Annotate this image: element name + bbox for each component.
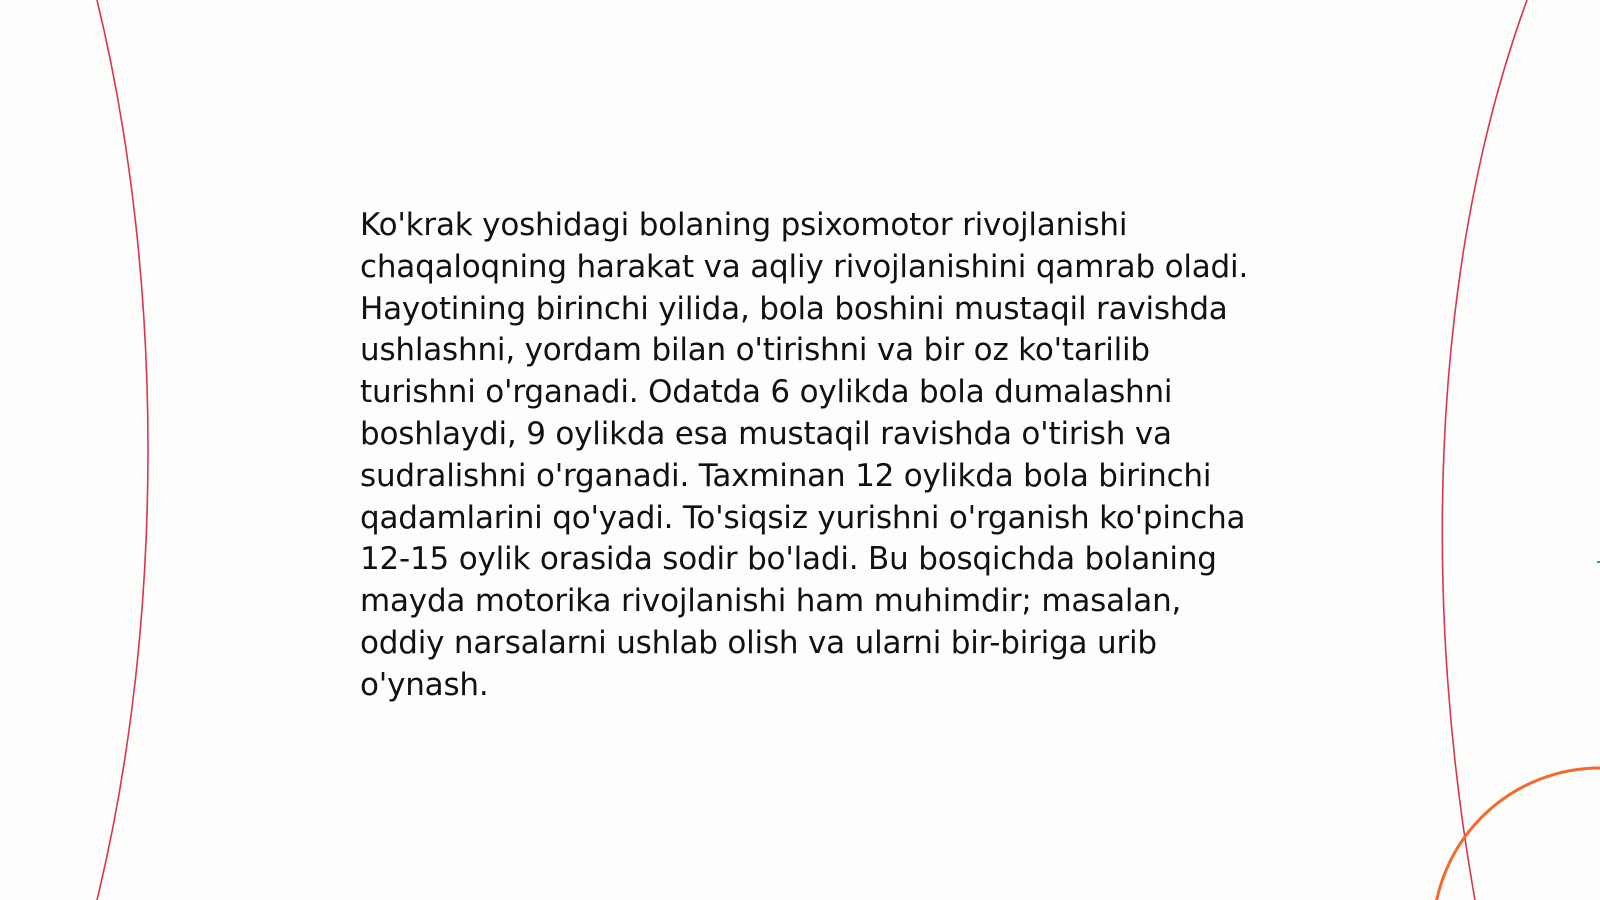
slide-body-text: Ko'krak yoshidagi bolaning psixomotor rivojlanishi chaqaloqning harakat va aqliy rivojlanishini qamrab oladi. Hayotining birinchi yilida, bola boshini mustaqil ravishda ushlashni, yordam bilan o'tirishni va bir oz ko'tarilib turishni o'rganadi. Odatda 6 oylikda bola dumalashni boshlaydi, 9 oylikda esa mustaqil ravishda o'tirish va sudralishni o'rganadi. Taxminan 12 oylikda bola birinchi qadamlarini qo'yadi. To'siqsiz yurishni o'rganish ko'pincha 12-15 oylik orasida sodir bo'ladi. Bu bosqichda bolaning mayda motorika rivojlanishi ham muhimdir; masalan, oddiy narsalarni ushlab olish va ularni bir-biriga urib o'ynash. xyxy=(360,207,1249,703)
orange-arc xyxy=(1433,768,1600,900)
right-curve-line xyxy=(1442,0,1527,900)
left-curve-line xyxy=(97,0,148,900)
